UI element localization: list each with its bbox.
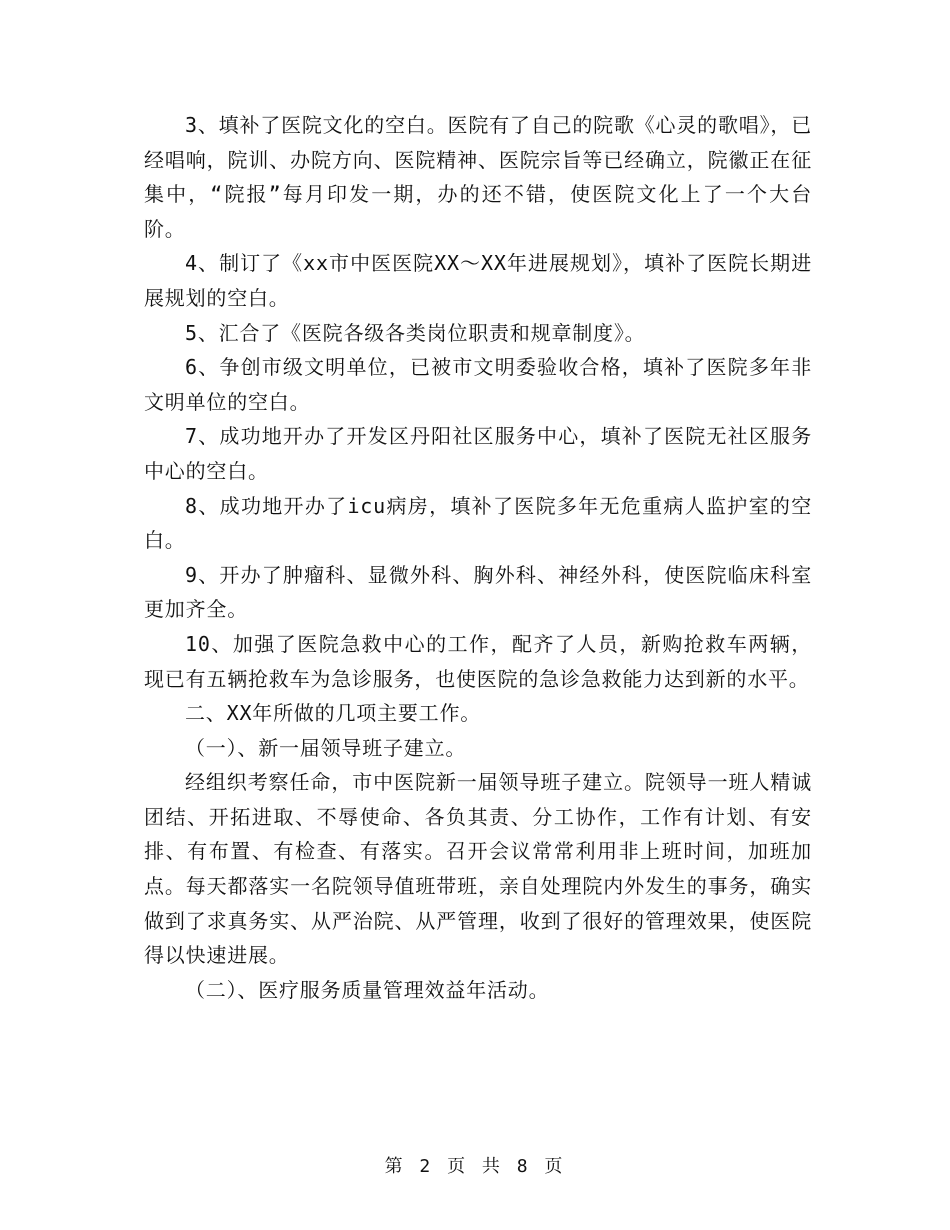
paragraph-item-6: 6、争创市级文明单位，已被市文明委验收合格，填补了医院多年非文明单位的空白。 [144, 355, 812, 414]
paragraph-item-4: 4、制订了《xx市中医医院XX～XX年进展规划》，填补了医院长期进展规划的空白。 [144, 251, 812, 310]
page-footer: 第 2 页 共 8 页 [384, 1156, 566, 1177]
paragraph-item-10: 10、加强了医院急救中心的工作，配齐了人员，新购抢救车两辆，现已有五辆抢救车为急诊服务，也使医院的急诊急救能力达到新的水平。 [144, 631, 812, 691]
paragraph-item-5: 5、汇合了《医院各级各类岗位职责和规章制度》。 [185, 320, 646, 345]
body-text [144, 108, 812, 1007]
paragraph-item-7: 7、成功地开办了开发区丹阳社区服务中心，填补了医院无社区服务中心的空白。 [144, 424, 812, 483]
paragraph-item-9: 9、开办了肿瘤科、显微外科、胸外科、神经外科，使医院临床科室更加齐全。 [144, 562, 812, 622]
paragraph-item-3: 3、填补了医院文化的空白。医院有了自己的院歌《心灵的歌唱》，已经唱响，院训、办院方向、医院精神、医院宗旨等已经确立，院徽正在征集中，“院报”每月印发一期，办的还不错，使医院文化上了一个大台阶。 [144, 113, 812, 241]
subsection-heading-1: （一）、新一届领导班子建立。 [185, 735, 467, 760]
paragraph-item-8: 8、成功地开办了icu病房，填补了医院多年无危重病人监护室的空白。 [144, 493, 812, 553]
subsection-heading-2: （二）、医疗服务质量管理效益年活动。 [185, 977, 550, 1002]
paragraph-leadership: 经组织考察任命，市中医院新一届领导班子建立。院领导一班人精诚团结、开拓进取、不辱使命、各负其责、分工协作，工作有计划、有安排、有布置、有检查、有落实。召开会议常常利用非上班时间，加班加点。每天都落实一名院领导值班带班，亲自处理院内外发生的事务，确实做到了求真务实、从严治院、从严管理，收到了很好的管理效果，使医院得以快速进展。 [144, 770, 812, 968]
section-heading-2: 二、XX年所做的几项主要工作。 [185, 701, 482, 726]
